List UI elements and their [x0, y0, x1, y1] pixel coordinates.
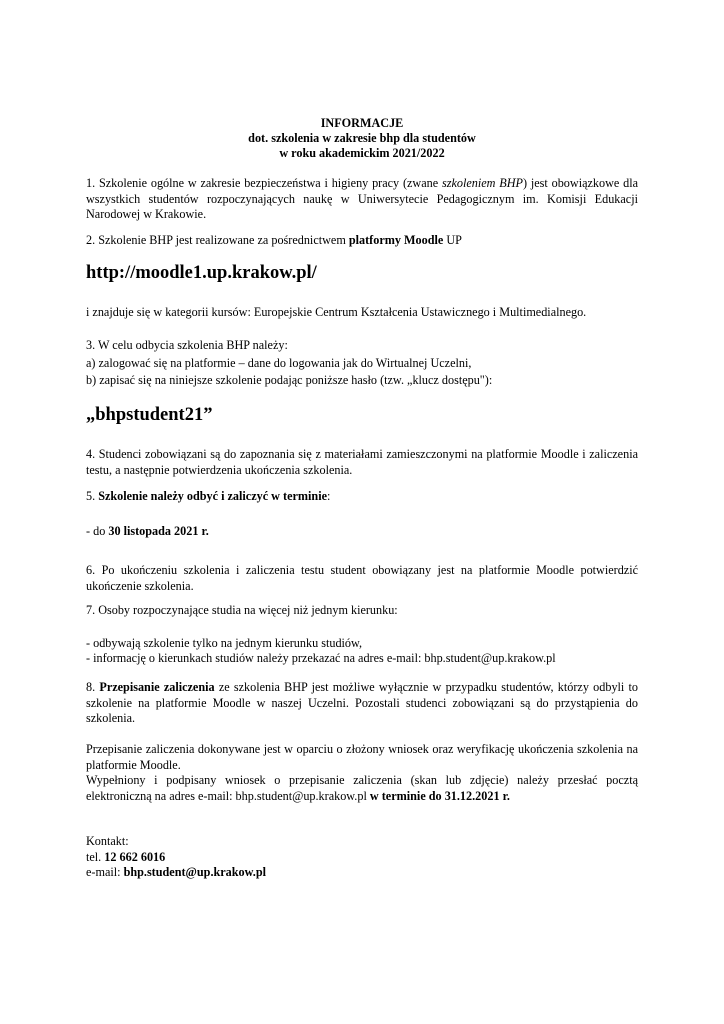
p10-deadline: w terminie do 31.12.2021 r. [369, 788, 510, 803]
paragraph-6: 6. Po ukończeniu szkolenia i zaliczenia testu student obowiązany jest na platformie Moodle potwierdzić ukończenie szkolenia. [86, 563, 638, 593]
paragraph-8 [86, 680, 638, 727]
deadline-line [86, 524, 638, 540]
title-line-1: INFORMACJE [320, 116, 404, 130]
p8-text-after: ze szkolenia BHP jest możliwe wyłącznie w przypadku studentów, którzy odbyli to szkolenie na platformie Moodle w naszej Uczelni. Pozostali studenci zobowiązani są do przystąpienia do szkolenia. [86, 680, 639, 725]
p7-item-1: - odbywają szkolenie tylko na jednym kierunku studiów, [86, 635, 363, 650]
p3-item-b: b) zapisać się na niniejsze szkolenie podając poniższe hasło (tzw. „klucz dostępu"): [86, 373, 493, 387]
p1-italic-term: szkoleniem BHP [441, 176, 523, 190]
phone-number: 12 662 6016 [104, 849, 166, 864]
p10-text: Wypełniony i podpisany wniosek o przepisanie zaliczenia (skan lub zdjęcie) należy przesłać pocztą elektroniczną na adres e-mail: bhp.student@up.krakow.pl [86, 773, 638, 803]
p3-intro: 3. W celu odbycia szkolenia BHP należy: [86, 338, 288, 352]
paragraph-9: Przepisanie zaliczenia dokonywane jest w oparciu o złożony wniosek oraz weryfikację ukończenia szkolenia na platformie Moodle. [86, 742, 638, 772]
contact-block [86, 834, 638, 881]
p2-bold-platform: platformy Moodle [348, 233, 444, 247]
title-line-2: dot. szkolenia w zakresie bhp dla studentów [248, 131, 476, 145]
paragraph-3 [86, 338, 638, 389]
deadline-date: 30 listopada 2021 r. [108, 524, 209, 538]
p1-text-before: 1. Szkolenie ogólne w zakresie bezpieczeństwa i higieny pracy (zwane [86, 176, 442, 190]
moodle-url[interactable]: http://moodle1.up.krakow.pl/ [86, 263, 317, 283]
paragraph-2b: i znajduje się w kategorii kursów: Europejskie Centrum Kształcenia Ustawicznego i Multimedialnego. [86, 305, 587, 319]
p5-colon: : [327, 489, 331, 503]
p2-text-before: 2. Szkolenie BHP jest realizowane za pośrednictwem [86, 233, 349, 247]
email-address[interactable]: bhp.student@up.krakow.pl [123, 865, 266, 879]
paragraph-2 [86, 233, 638, 249]
p7-item-2: - informację o kierunkach studiów należy przekazać na adres e-mail: bhp.student@up.krakow.pl [86, 651, 556, 665]
p3-item-a: a) zalogować się na platformie – dane do logowania jak do Wirtualnej Uczelni, [86, 355, 472, 370]
paragraph-4: 4. Studenci zobowiązani są do zapoznania się z materiałami zamieszczonymi na platformie Moodle i zaliczenia testu, a następnie potwierdzenia ukończenia szkolenia. [86, 447, 638, 477]
contact-email-line [86, 865, 638, 881]
paragraph-5 [86, 489, 638, 505]
p1-text-after: ) jest obowiązkowe dla wszystkich studentów rozpoczynających naukę w Uniwersytecie Pedagogicznym im. Komisji Edukacji Narodowej w Krakowie. [86, 176, 639, 221]
contact-phone-line [86, 850, 638, 866]
p5-bold-text: Szkolenie należy odbyć i zaliczyć w terminie [98, 489, 327, 503]
p8-number: 8. [86, 680, 100, 694]
email-label: e-mail: [86, 865, 124, 879]
p7-intro: 7. Osoby rozpoczynające studia na więcej niż jednym kierunku: [86, 603, 398, 617]
title-line-3: w roku akademickim 2021/2022 [279, 146, 445, 160]
paragraph-7 [86, 603, 638, 667]
deadline-prefix: - do [86, 524, 109, 538]
paragraph-1 [86, 176, 638, 223]
document-title [86, 116, 638, 161]
p5-number: 5. [86, 489, 99, 503]
p8-bold-text: Przepisanie zaliczenia [99, 680, 215, 694]
contact-label: Kontakt: [86, 834, 129, 848]
phone-label: tel. [86, 849, 105, 864]
access-key: „bhpstudent21” [86, 405, 213, 425]
paragraph-10 [86, 773, 638, 804]
p2-text-after: UP [443, 233, 462, 247]
